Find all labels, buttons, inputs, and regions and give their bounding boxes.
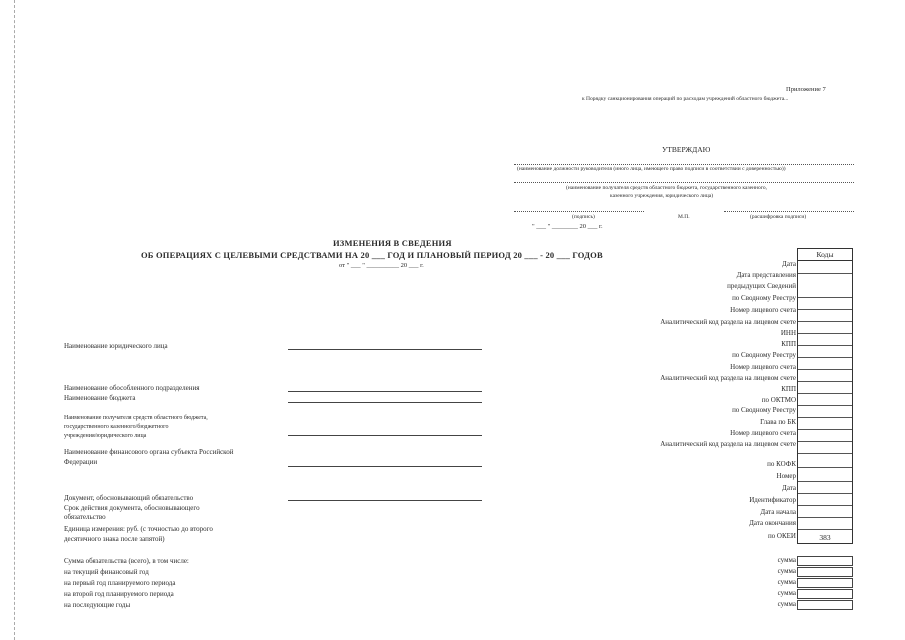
label-analytic-code: Аналитический код раздела на лицевом счете xyxy=(660,318,796,326)
label-budget: Наименование бюджета xyxy=(64,394,136,402)
label-consolidated-register: по Сводному Реестру xyxy=(732,351,796,359)
label-fin-body-1: Наименование финансового органа субъекта Российской xyxy=(64,448,234,456)
sum-caption: сумма xyxy=(777,578,796,586)
sum-caption: сумма xyxy=(777,567,796,575)
code-cell[interactable] xyxy=(798,357,852,358)
approval-heading: УТВЕРЖДАЮ xyxy=(662,145,711,154)
sign-line xyxy=(514,211,644,212)
label-unit-2: десятичного знака после запятой) xyxy=(64,535,165,543)
sum-value-box[interactable] xyxy=(797,567,853,577)
sum-row-label: Сумма обязательства (всего), в том числе: xyxy=(64,557,189,565)
label-date: Дата xyxy=(782,260,796,268)
doc-title-date: от " ___ " __________ 20 ___ г. xyxy=(339,262,424,269)
label-doc-term-1: Срок действия документа, обосновывающего xyxy=(64,504,200,512)
label-kpp: КПП xyxy=(781,340,796,348)
sum-value-box[interactable] xyxy=(797,600,853,610)
label-account-number: Номер лицевого счета xyxy=(730,429,796,437)
approval-line-2 xyxy=(514,182,854,183)
appendix-line-2: к Порядку санкционирования операций по расходам учреждений областного бюджета... xyxy=(582,96,789,102)
sum-value-box[interactable] xyxy=(797,556,853,566)
sum-row-label: на первый год планируемого периода xyxy=(64,579,176,587)
caption-decode: (расшифровка подписи) xyxy=(750,214,807,220)
scan-edge-line xyxy=(14,0,15,640)
sum-caption: сумма xyxy=(777,556,796,564)
code-cell[interactable] xyxy=(798,309,852,310)
label-consolidated-register: по Сводному Реестру xyxy=(732,406,796,414)
appendix-line-1: Приложение 7 xyxy=(786,86,826,93)
code-cell[interactable] xyxy=(798,481,852,482)
doc-title-line-2: ОБ ОПЕРАЦИЯХ С ЦЕЛЕВЫМИ СРЕДСТВАМИ НА 20 ___ ГОД И ПЛАНОВЫЙ ПЕРИОД 20 ___ - 20 ___ ГОДОВ xyxy=(141,250,603,260)
label-oktmo: по ОКТМО xyxy=(761,396,796,404)
label-start-date: Дата начала xyxy=(760,508,796,516)
label-previous-info: предыдущих Сведений xyxy=(727,282,796,290)
label-inn: ИНН xyxy=(780,329,796,337)
code-cell[interactable] xyxy=(798,517,852,518)
label-account-number: Номер лицевого счета xyxy=(730,363,796,371)
sum-row-label: на последующие годы xyxy=(64,601,131,609)
label-consolidated-register: по Сводному Реестру xyxy=(732,294,796,302)
sum-value-box[interactable] xyxy=(797,589,853,599)
code-cell[interactable] xyxy=(798,467,852,468)
label-legal-entity: Наименование юридического лица xyxy=(64,342,168,350)
label-doc-basis: Документ, обосновывающий обязательство xyxy=(64,494,194,502)
caption-sign: (подпись) xyxy=(572,214,595,220)
code-cell[interactable] xyxy=(798,381,852,382)
label-kpp: КПП xyxy=(781,385,796,393)
codes-table xyxy=(797,248,853,544)
code-cell[interactable] xyxy=(798,453,852,454)
sum-caption: сумма xyxy=(777,600,796,608)
recipient-field[interactable] xyxy=(288,435,482,436)
budget-field[interactable] xyxy=(288,402,482,403)
label-recipient-2: государственного казенного/бюджетного xyxy=(64,424,169,430)
code-cell[interactable] xyxy=(798,429,852,430)
approval-date-line: " ___ " ________ 20 ___ г. xyxy=(532,223,603,230)
decode-line xyxy=(724,211,854,212)
code-cell[interactable] xyxy=(798,369,852,370)
legal-entity-field[interactable] xyxy=(288,349,482,350)
approval-caption-3: казенного учреждения, юридического лица) xyxy=(610,193,714,199)
label-bk-chapter: Глава по БК xyxy=(760,418,796,426)
code-cell[interactable] xyxy=(798,493,852,494)
label-submission-date: Дата представления xyxy=(736,271,796,279)
okei-code-value: 383 xyxy=(819,533,831,542)
label-recipient-1: Наименование получателя средств областного бюджета, xyxy=(64,415,208,421)
code-cell[interactable] xyxy=(798,417,852,418)
sum-row-label: на текущий финансовый год xyxy=(64,568,149,576)
label-okei: по ОКЕИ xyxy=(767,532,796,540)
label-number: Номер xyxy=(776,472,796,480)
sum-caption: сумма xyxy=(777,589,796,597)
label-analytic-code: Аналитический код раздела на лицевом счете xyxy=(660,440,796,448)
code-cell[interactable] xyxy=(798,333,852,334)
sum-value-box[interactable] xyxy=(797,578,853,588)
code-cell[interactable] xyxy=(798,321,852,322)
label-doc-term-2: обязательство xyxy=(64,513,106,521)
label-fin-body-2: Федерации xyxy=(64,458,98,466)
code-cell[interactable] xyxy=(798,441,852,442)
sum-row-label: на второй год планируемого периода xyxy=(64,590,174,598)
label-date: Дата xyxy=(782,484,796,492)
approval-line-1 xyxy=(514,164,854,165)
code-cell[interactable] xyxy=(798,405,852,406)
code-cell[interactable] xyxy=(798,273,852,274)
label-kofk: по КОФК xyxy=(767,460,796,468)
label-end-date: Дата окончания xyxy=(749,519,796,527)
code-cell[interactable] xyxy=(798,393,852,394)
doc-basis-field[interactable] xyxy=(288,500,482,501)
approval-caption-2: (наименование получателя средств областного бюджета, государственного казенного, xyxy=(566,185,767,191)
approval-caption-1: (наименование должности руководителя (иного лица, имеющего право подписи в соответствии с доверенностью)) xyxy=(517,166,786,172)
label-recipient-3: учреждения/юридического лица xyxy=(64,433,147,439)
code-cell[interactable] xyxy=(798,345,852,346)
code-cell[interactable] xyxy=(798,297,852,298)
label-identifier: Идентификатор xyxy=(749,496,796,504)
label-account-number: Номер лицевого счета xyxy=(730,306,796,314)
doc-title-line-1: ИЗМЕНЕНИЯ В СВЕДЕНИЯ xyxy=(333,238,452,248)
codes-header: Коды xyxy=(798,249,852,261)
label-unit-1: Единица измерения: руб. (с точностью до второго xyxy=(64,525,213,533)
caption-stamp: М.П. xyxy=(678,214,690,220)
code-cell[interactable] xyxy=(798,505,852,506)
fin-body-field[interactable] xyxy=(288,466,482,467)
separate-unit-field[interactable] xyxy=(288,391,482,392)
label-analytic-code: Аналитический код раздела на лицевом счете xyxy=(660,374,796,382)
label-separate-unit: Наименование обособленного подразделения xyxy=(64,384,200,392)
code-cell[interactable] xyxy=(798,529,852,530)
